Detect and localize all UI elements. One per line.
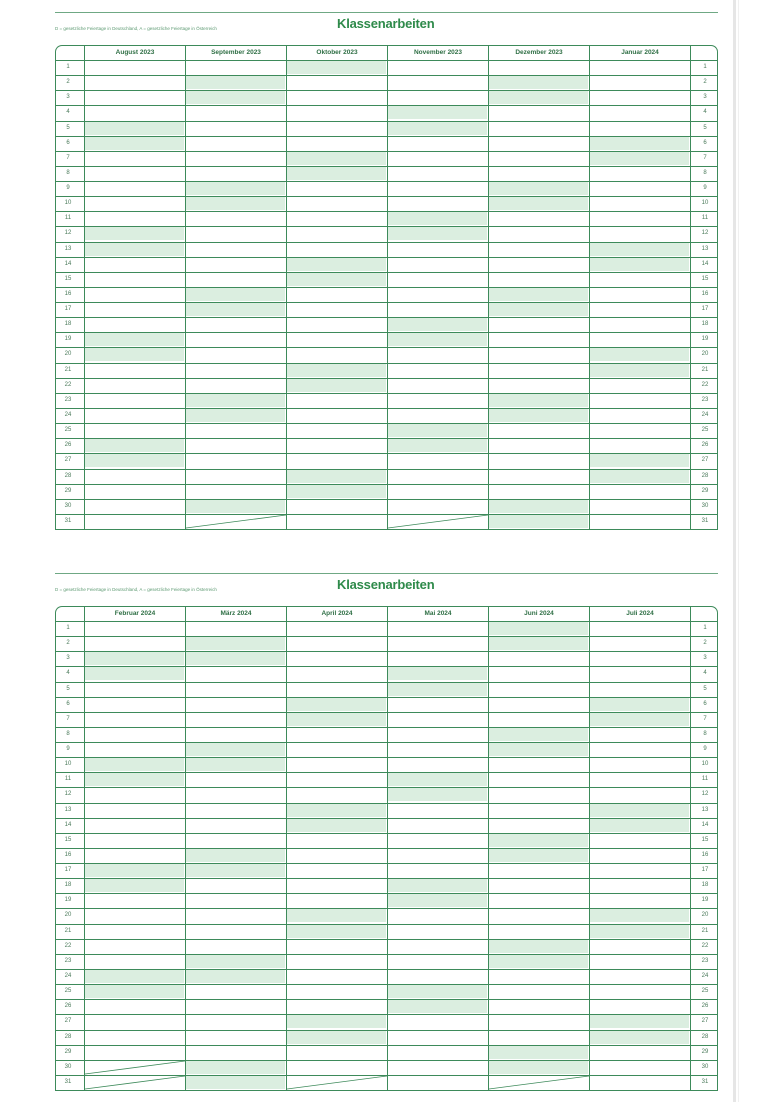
day-number-left: 3	[66, 655, 70, 662]
day-number-right: 24	[701, 972, 709, 979]
day-number-right: 8	[703, 169, 707, 176]
weekend-cell	[590, 819, 689, 832]
month-header: April 2024	[286, 606, 387, 621]
weekend-cell	[590, 925, 689, 938]
day-number-left: 3	[66, 94, 70, 101]
day-number-right: 29	[701, 487, 709, 494]
day-number-left: 8	[66, 169, 70, 176]
day-number-right: 3	[703, 655, 707, 662]
day-number-left: 2	[66, 640, 70, 647]
weekend-cell	[85, 652, 184, 665]
weekend-cell	[489, 834, 588, 847]
weekend-cell	[590, 364, 689, 377]
weekend-cell	[489, 743, 588, 756]
page-edge-shadow	[738, 0, 739, 1102]
weekend-cell	[388, 667, 487, 680]
weekend-cell	[489, 1061, 588, 1074]
weekend-cell	[590, 698, 689, 711]
day-number-left: 31	[64, 517, 72, 524]
day-number-left: 25	[64, 988, 72, 995]
day-number-left: 9	[66, 185, 70, 192]
day-number-left: 4	[66, 670, 70, 677]
weekend-cell	[489, 409, 588, 422]
day-number-right: 22	[701, 381, 709, 388]
day-number-left: 5	[66, 685, 70, 692]
weekend-cell	[287, 61, 386, 74]
month-header: November 2023	[387, 45, 488, 60]
day-number-right: 30	[701, 1063, 709, 1070]
weekend-cell	[590, 713, 689, 726]
weekend-cell	[287, 698, 386, 711]
weekend-cell	[85, 773, 184, 786]
day-number-right: 6	[703, 139, 707, 146]
day-number-right: 1	[703, 625, 707, 631]
weekend-cell	[287, 485, 386, 498]
day-number-right: 9	[703, 746, 707, 753]
day-number-left: 15	[64, 275, 72, 282]
weekend-cell	[489, 394, 588, 407]
month-header: September 2023	[185, 45, 286, 60]
weekend-cell	[85, 137, 184, 150]
weekend-cell	[186, 303, 285, 316]
day-number-right: 8	[703, 730, 707, 737]
weekend-cell	[186, 394, 285, 407]
calendar-grid	[55, 606, 718, 1090]
day-number-right: 1	[703, 64, 707, 70]
day-number-right: 13	[701, 245, 709, 252]
day-number-right: 5	[703, 685, 707, 692]
day-number-right: 5	[703, 124, 707, 131]
weekend-cell	[287, 804, 386, 817]
row-divider	[55, 1090, 718, 1091]
day-number-right: 25	[701, 427, 709, 434]
column-divider	[488, 606, 489, 1090]
weekend-cell	[186, 1061, 285, 1074]
weekend-cell	[388, 439, 487, 452]
weekend-cell	[590, 1015, 689, 1028]
day-number-right: 16	[701, 290, 709, 297]
holiday-legend: D = gesetzliche Feiertage in Deutschland, A = gesetzliche Feiertage in Österreich	[55, 587, 217, 592]
weekend-cell	[186, 652, 285, 665]
weekend-cell	[186, 197, 285, 210]
column-divider	[84, 606, 85, 1090]
weekend-cell	[85, 243, 184, 256]
day-number-left: 1	[66, 64, 70, 70]
day-number-right: 10	[701, 200, 709, 207]
day-number-right: 18	[701, 882, 709, 889]
day-number-left: 12	[64, 791, 72, 798]
month-header: Januar 2024	[589, 45, 690, 60]
day-number-left: 12	[64, 230, 72, 237]
day-number-left: 30	[64, 502, 72, 509]
weekend-cell	[590, 454, 689, 467]
day-number-right: 30	[701, 502, 709, 509]
day-number-left: 20	[64, 912, 72, 919]
weekend-cell	[85, 439, 184, 452]
month-header: Oktober 2023	[286, 45, 387, 60]
weekend-cell	[489, 515, 588, 528]
weekend-cell	[590, 152, 689, 165]
day-number-right: 29	[701, 1048, 709, 1055]
calendar-grid	[55, 45, 718, 529]
weekend-cell	[287, 819, 386, 832]
day-number-right: 13	[701, 806, 709, 813]
day-number-right: 7	[703, 154, 707, 161]
day-number-left: 24	[64, 972, 72, 979]
weekend-cell	[186, 91, 285, 104]
day-number-left: 11	[64, 776, 72, 783]
weekend-cell	[186, 637, 285, 650]
day-number-right: 27	[701, 1018, 709, 1025]
weekend-cell	[388, 333, 487, 346]
day-number-left: 23	[64, 396, 72, 403]
weekend-cell	[287, 1031, 386, 1044]
day-number-left: 16	[64, 290, 72, 297]
weekend-cell	[388, 788, 487, 801]
weekend-cell	[388, 122, 487, 135]
day-number-left: 13	[64, 245, 72, 252]
weekend-cell	[85, 227, 184, 240]
weekend-cell	[287, 258, 386, 271]
page-title: Klassenarbeiten	[337, 16, 435, 31]
day-number-left: 14	[64, 821, 72, 828]
month-header: Mai 2024	[387, 606, 488, 621]
day-number-right: 11	[701, 776, 709, 783]
page-title: Klassenarbeiten	[337, 577, 435, 592]
weekend-cell	[489, 955, 588, 968]
weekend-cell	[489, 940, 588, 953]
day-number-left: 13	[64, 806, 72, 813]
column-divider	[387, 606, 388, 1090]
weekend-cell	[388, 212, 487, 225]
day-number-left: 19	[64, 336, 72, 343]
holiday-legend: D = gesetzliche Feiertage in Deutschland, A = gesetzliche Feiertage in Österreich	[55, 26, 217, 31]
invalid-day-slash	[387, 514, 488, 529]
weekend-cell	[590, 258, 689, 271]
weekend-cell	[186, 849, 285, 862]
weekend-cell	[85, 864, 184, 877]
day-number-right: 14	[701, 260, 709, 267]
weekend-cell	[287, 152, 386, 165]
day-number-left: 7	[66, 154, 70, 161]
weekend-cell	[85, 454, 184, 467]
day-number-right: 4	[703, 670, 707, 677]
weekend-cell	[489, 1046, 588, 1059]
weekend-cell	[388, 106, 487, 119]
column-divider	[690, 45, 691, 529]
day-number-left: 29	[64, 1048, 72, 1055]
weekend-cell	[590, 348, 689, 361]
weekend-cell	[287, 379, 386, 392]
day-number-left: 17	[64, 867, 72, 874]
weekend-cell	[388, 894, 487, 907]
day-number-right: 16	[701, 851, 709, 858]
weekend-cell	[186, 500, 285, 513]
day-number-right: 10	[701, 761, 709, 768]
day-number-right: 7	[703, 715, 707, 722]
day-number-left: 18	[64, 882, 72, 889]
weekend-cell	[388, 985, 487, 998]
weekend-cell	[287, 1015, 386, 1028]
day-number-left: 22	[64, 381, 72, 388]
weekend-cell	[85, 970, 184, 983]
day-number-right: 15	[701, 275, 709, 282]
column-divider	[286, 45, 287, 529]
column-divider	[185, 45, 186, 529]
day-number-left: 25	[64, 427, 72, 434]
day-number-right: 15	[701, 836, 709, 843]
weekend-cell	[489, 303, 588, 316]
weekend-cell	[489, 91, 588, 104]
day-number-left: 17	[64, 306, 72, 313]
day-number-right: 2	[703, 640, 707, 647]
day-number-left: 6	[66, 139, 70, 146]
weekend-cell	[590, 243, 689, 256]
day-number-left: 1	[66, 625, 70, 631]
weekend-cell	[287, 713, 386, 726]
weekend-cell	[388, 879, 487, 892]
day-number-right: 23	[701, 396, 709, 403]
column-divider	[589, 606, 590, 1090]
day-number-left: 21	[64, 366, 72, 373]
weekend-cell	[388, 683, 487, 696]
day-number-left: 14	[64, 260, 72, 267]
weekend-cell	[186, 864, 285, 877]
day-number-left: 30	[64, 1063, 72, 1070]
day-number-right: 6	[703, 700, 707, 707]
day-number-right: 20	[701, 351, 709, 358]
day-number-right: 18	[701, 321, 709, 328]
day-number-left: 26	[64, 442, 72, 449]
day-number-left: 31	[64, 1078, 72, 1085]
day-number-right: 26	[701, 1003, 709, 1010]
weekend-cell	[590, 909, 689, 922]
day-number-right: 22	[701, 942, 709, 949]
weekend-cell	[287, 273, 386, 286]
day-number-right: 21	[701, 927, 709, 934]
weekend-cell	[186, 1076, 285, 1089]
day-number-left: 27	[64, 457, 72, 464]
weekend-cell	[489, 622, 588, 635]
invalid-day-slash	[84, 1075, 185, 1090]
weekend-cell	[287, 909, 386, 922]
day-number-left: 27	[64, 1018, 72, 1025]
day-number-left: 28	[64, 472, 72, 479]
row-divider	[55, 529, 718, 530]
day-number-left: 2	[66, 79, 70, 86]
day-number-left: 23	[64, 957, 72, 964]
weekend-cell	[186, 758, 285, 771]
weekend-cell	[388, 1000, 487, 1013]
column-divider	[185, 606, 186, 1090]
day-number-left: 20	[64, 351, 72, 358]
weekend-cell	[287, 167, 386, 180]
column-divider	[589, 45, 590, 529]
weekend-cell	[489, 288, 588, 301]
day-number-right: 21	[701, 366, 709, 373]
weekend-cell	[388, 227, 487, 240]
day-number-right: 27	[701, 457, 709, 464]
day-number-right: 17	[701, 306, 709, 313]
weekend-cell	[287, 925, 386, 938]
day-number-left: 10	[64, 761, 72, 768]
top-rule	[55, 573, 718, 574]
weekend-cell	[186, 409, 285, 422]
month-header: Juli 2024	[589, 606, 690, 621]
day-number-left: 10	[64, 200, 72, 207]
day-number-right: 31	[701, 517, 709, 524]
month-header: März 2024	[185, 606, 286, 621]
day-number-left: 15	[64, 836, 72, 843]
weekend-cell	[287, 470, 386, 483]
top-rule	[55, 12, 718, 13]
weekend-cell	[489, 182, 588, 195]
day-number-right: 19	[701, 897, 709, 904]
weekend-cell	[186, 970, 285, 983]
weekend-cell	[85, 758, 184, 771]
day-number-right: 31	[701, 1078, 709, 1085]
day-number-left: 6	[66, 700, 70, 707]
invalid-day-slash	[488, 1075, 589, 1090]
day-number-left: 26	[64, 1003, 72, 1010]
day-number-right: 25	[701, 988, 709, 995]
day-number-right: 14	[701, 821, 709, 828]
weekend-cell	[287, 364, 386, 377]
weekend-cell	[85, 348, 184, 361]
weekend-cell	[489, 849, 588, 862]
weekend-cell	[489, 197, 588, 210]
day-number-right: 9	[703, 185, 707, 192]
weekend-cell	[85, 667, 184, 680]
day-number-left: 28	[64, 1033, 72, 1040]
invalid-day-slash	[286, 1075, 387, 1090]
month-header: Juni 2024	[488, 606, 589, 621]
weekend-cell	[388, 424, 487, 437]
day-number-left: 18	[64, 321, 72, 328]
day-number-left: 19	[64, 897, 72, 904]
day-number-right: 28	[701, 1033, 709, 1040]
weekend-cell	[489, 637, 588, 650]
month-header: Februar 2024	[84, 606, 185, 621]
column-divider	[488, 45, 489, 529]
weekend-cell	[590, 804, 689, 817]
day-number-left: 24	[64, 411, 72, 418]
day-number-left: 22	[64, 942, 72, 949]
day-number-left: 5	[66, 124, 70, 131]
day-number-right: 12	[701, 230, 709, 237]
day-number-right: 20	[701, 912, 709, 919]
day-number-right: 2	[703, 79, 707, 86]
weekend-cell	[186, 288, 285, 301]
day-number-left: 9	[66, 746, 70, 753]
weekend-cell	[186, 743, 285, 756]
invalid-day-slash	[185, 514, 286, 529]
weekend-cell	[590, 1031, 689, 1044]
day-number-left: 29	[64, 487, 72, 494]
weekend-cell	[489, 500, 588, 513]
day-number-right: 11	[701, 215, 709, 222]
weekend-cell	[388, 773, 487, 786]
weekend-cell	[186, 182, 285, 195]
column-divider	[84, 45, 85, 529]
weekend-cell	[85, 333, 184, 346]
day-number-left: 4	[66, 109, 70, 116]
day-number-right: 24	[701, 411, 709, 418]
day-number-right: 17	[701, 867, 709, 874]
column-divider	[387, 45, 388, 529]
weekend-cell	[186, 955, 285, 968]
day-number-right: 23	[701, 957, 709, 964]
day-number-right: 28	[701, 472, 709, 479]
day-number-right: 3	[703, 94, 707, 101]
column-divider	[690, 606, 691, 1090]
page-edge	[733, 0, 736, 1102]
month-header: August 2023	[84, 45, 185, 60]
weekend-cell	[489, 76, 588, 89]
weekend-cell	[388, 318, 487, 331]
column-divider	[286, 606, 287, 1090]
day-number-right: 4	[703, 109, 707, 116]
weekend-cell	[186, 76, 285, 89]
day-number-left: 16	[64, 851, 72, 858]
weekend-cell	[85, 879, 184, 892]
weekend-cell	[590, 470, 689, 483]
day-number-left: 11	[64, 215, 72, 222]
day-number-left: 21	[64, 927, 72, 934]
month-header: Dezember 2023	[488, 45, 589, 60]
day-number-left: 8	[66, 730, 70, 737]
day-number-right: 26	[701, 442, 709, 449]
day-number-left: 7	[66, 715, 70, 722]
day-number-right: 12	[701, 791, 709, 798]
weekend-cell	[489, 728, 588, 741]
invalid-day-slash	[84, 1060, 185, 1075]
day-number-right: 19	[701, 336, 709, 343]
weekend-cell	[590, 137, 689, 150]
weekend-cell	[85, 122, 184, 135]
weekend-cell	[85, 985, 184, 998]
